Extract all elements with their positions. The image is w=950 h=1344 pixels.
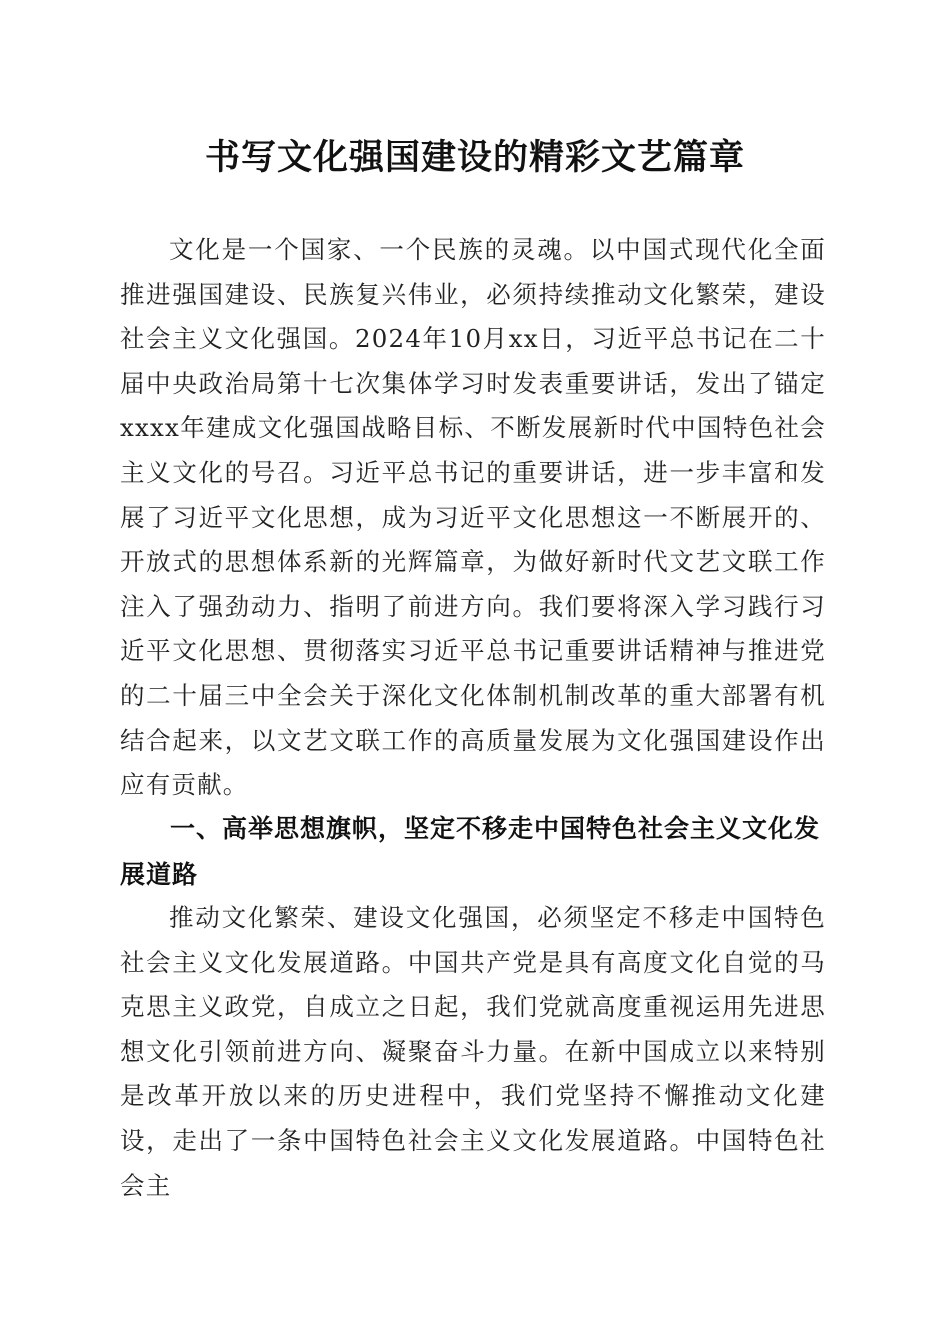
section-paragraph: 推动文化繁荣、建设文化强国，必须坚定不移走中国特色社会主义文化发展道路。中国共产党是具有高度文化自觉的马克思主义政党，自成立之日起，我们党就高度重视运用先进思想文化引领前进方向、凝聚奋斗力量。在新中国成立以来特别是改革开放以来的历史进程中，我们党坚持不懈推动文化建设，走出了一条中国特色社会主义文化发展道路。中国特色社会主 (120, 903, 826, 1200)
intro-paragraph: 文化是一个国家、一个民族的灵魂。以中国式现代化全面推进强国建设、民族复兴伟业，必须持续推动文化繁荣，建设社会主义文化强国。2024年10月xx日，习近平总书记在二十届中央政治局第十七次集体学习时发表重要讲话，发出了锚定xxxx年建成文化强国战略目标、不断发展新时代中国特色社会主义文化的号召。习近平总书记的重要讲话，进一步丰富和发展了习近平文化思想，成为习近平文化思想这一不断展开的、开放式的思想体系新的光辉篇章，为做好新时代文艺文联工作注入了强劲动力、指明了前进方向。我们要将深入学习践行习近平文化思想、贯彻落实习近平总书记重要讲话精神与推进党的二十届三中全会关于深化文化体制机制改革的重大部署有机结合起来，以文艺文联工作的高质量发展为文化强国建设作出应有贡献。 (120, 235, 826, 800)
section-heading: 一、高举思想旗帜，坚定不移走中国特色社会主义文化发展道路 (120, 814, 821, 889)
document-title: 书写文化强国建设的精彩文艺篇章 (204, 137, 745, 178)
